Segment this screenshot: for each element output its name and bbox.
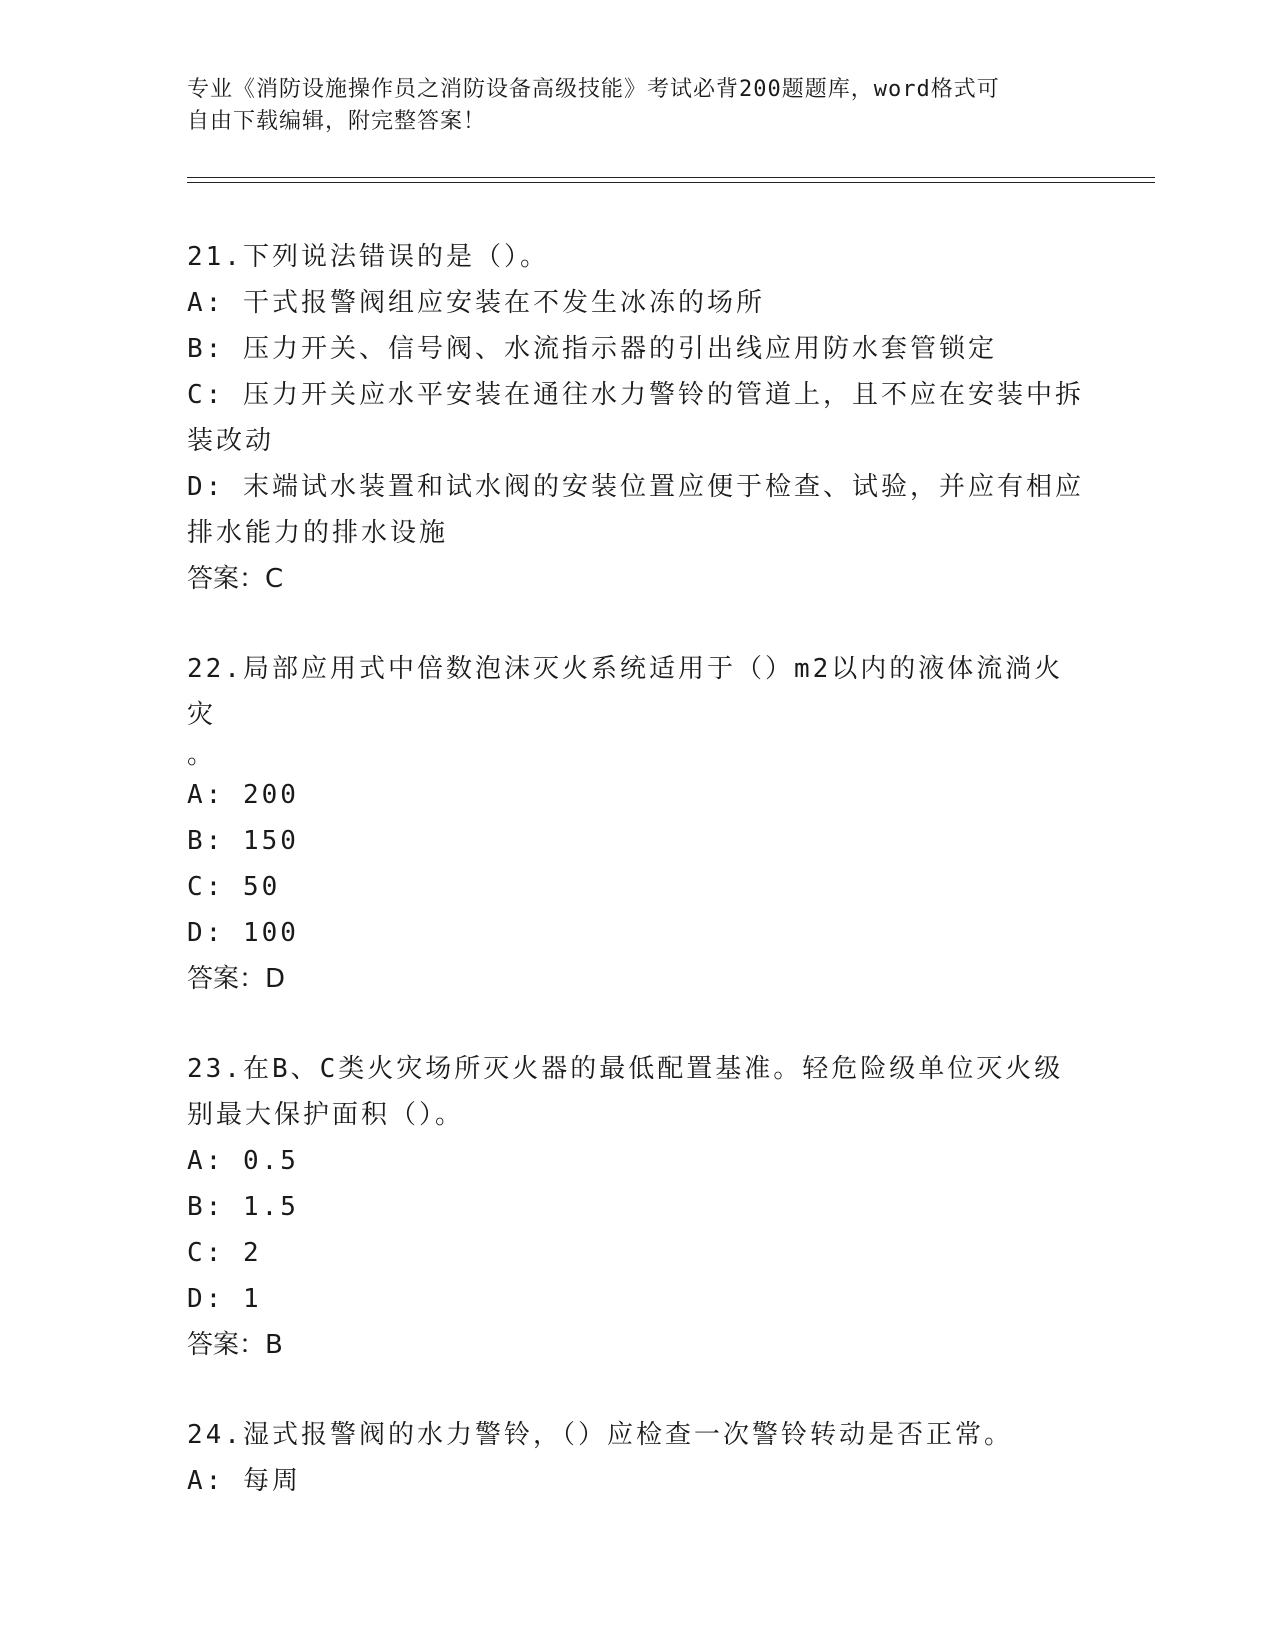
question-block [187, 1046, 1087, 1368]
question-text-continued: 别最大保护面积（）。 [187, 1100, 465, 1130]
option-a: A: 干式报警阀组应安装在不发生冰冻的场所 [187, 288, 765, 318]
option-c: C: 2 [187, 1238, 262, 1268]
option-b: B: 1.5 [187, 1192, 299, 1222]
option-c: C: 压力开关应水平安装在通往水力警铃的管道上，且不应在安装中拆 [187, 380, 1084, 410]
option-b: B: 压力开关、信号阀、水流指示器的引出线应用防水套管锁定 [187, 334, 997, 364]
answer-text: 答案：D [187, 964, 286, 994]
header-line-1: 专业《消防设施操作员之消防设备高级技能》考试必背200题题库，word格式可 [187, 77, 1000, 102]
question-text: 22.局部应用式中倍数泡沫灭火系统适用于（）m2以内的液体流淌火灾 [187, 654, 1064, 730]
question-block [187, 1412, 1087, 1504]
option-c-continued: 装改动 [187, 426, 275, 456]
header-divider-top [187, 177, 1155, 178]
question-text: 24.湿式报警阀的水力警铃，（）应检查一次警铃转动是否正常。 [187, 1420, 1013, 1450]
header-line-2: 自由下载编辑，附完整答案！ [187, 109, 487, 134]
option-b: B: 150 [187, 826, 299, 856]
option-a: A: 每周 [187, 1466, 301, 1496]
answer-text: 答案：C [187, 564, 284, 594]
question-block [187, 234, 1087, 602]
question-text: 21.下列说法错误的是（）。 [187, 242, 549, 272]
question-text-continued: 。 [187, 740, 217, 770]
option-a: A: 200 [187, 780, 299, 810]
question-list [187, 234, 1087, 1504]
answer-text: 答案：B [187, 1330, 283, 1360]
option-d: D: 末端试水装置和试水阀的安装位置应便于检查、试验，并应有相应 [187, 472, 1084, 502]
header-divider-bottom [187, 182, 1155, 183]
question-text: 23.在B、C类火灾场所灭火器的最低配置基准。轻危险级单位灭火级 [187, 1054, 1064, 1084]
document-header [187, 74, 1067, 138]
option-a: A: 0.5 [187, 1146, 299, 1176]
option-d: D: 100 [187, 918, 299, 948]
option-d-continued: 排水能力的排水设施 [187, 518, 449, 548]
question-block [187, 646, 1087, 1002]
option-c: C: 50 [187, 872, 281, 902]
option-d: D: 1 [187, 1284, 262, 1314]
